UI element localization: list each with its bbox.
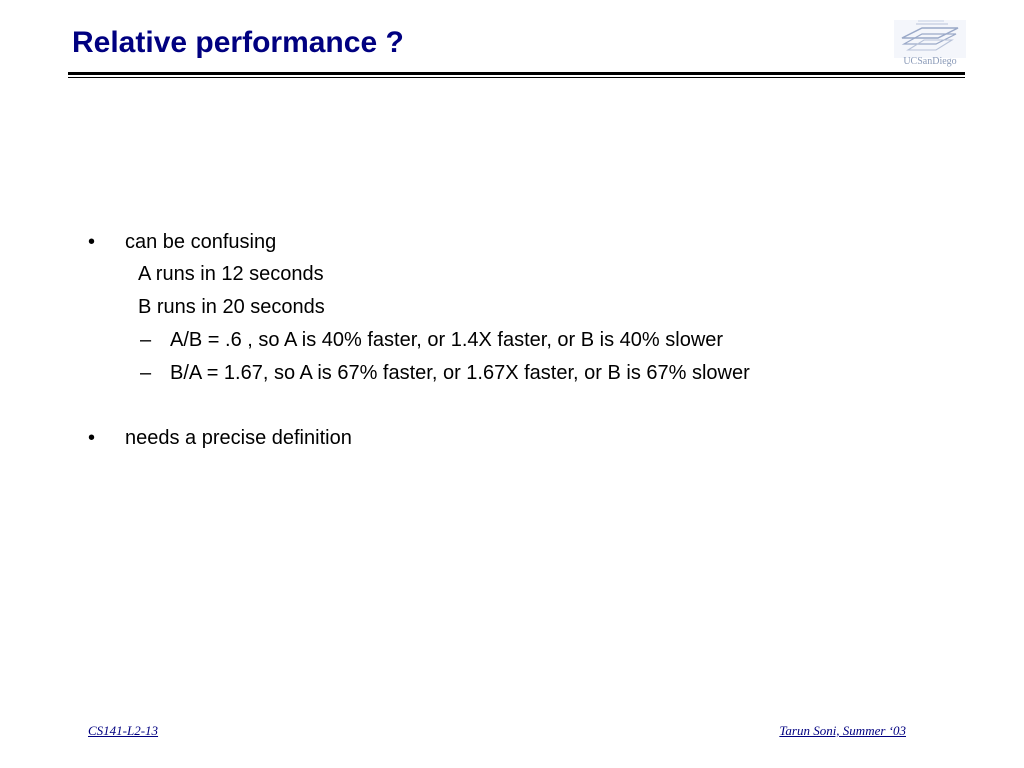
bullet-marker: • (88, 427, 96, 449)
title-rule-thin (68, 77, 965, 78)
footer-slide-id: CS141-L2-13 (88, 723, 159, 738)
indented-line: B runs in 20 seconds (138, 296, 325, 318)
indented-line: A runs in 12 seconds (138, 263, 324, 285)
bullet-text: needs a precise definition (125, 427, 352, 449)
sub-bullet-text: A/B = .6 , so A is 40% faster, or 1.4X faster, or B is 40% slower (170, 329, 724, 351)
dash-marker: – (140, 362, 152, 384)
ucsd-logo-graphic (894, 20, 966, 58)
ucsd-logo-text: UCSanDiego (903, 56, 957, 67)
bullet-marker: • (88, 231, 96, 253)
ucsd-logo (894, 20, 966, 72)
sub-bullet-text: B/A = 1.67, so A is 67% faster, or 1.67X faster, or B is 67% slower (170, 362, 750, 384)
title-rule (68, 72, 965, 75)
dash-marker: – (140, 329, 152, 351)
bullet-text: can be confusing (125, 231, 277, 253)
slide-title: Relative performance ? (72, 26, 404, 59)
footer-author: Tarun Soni, Summer ‘03 (779, 723, 906, 738)
